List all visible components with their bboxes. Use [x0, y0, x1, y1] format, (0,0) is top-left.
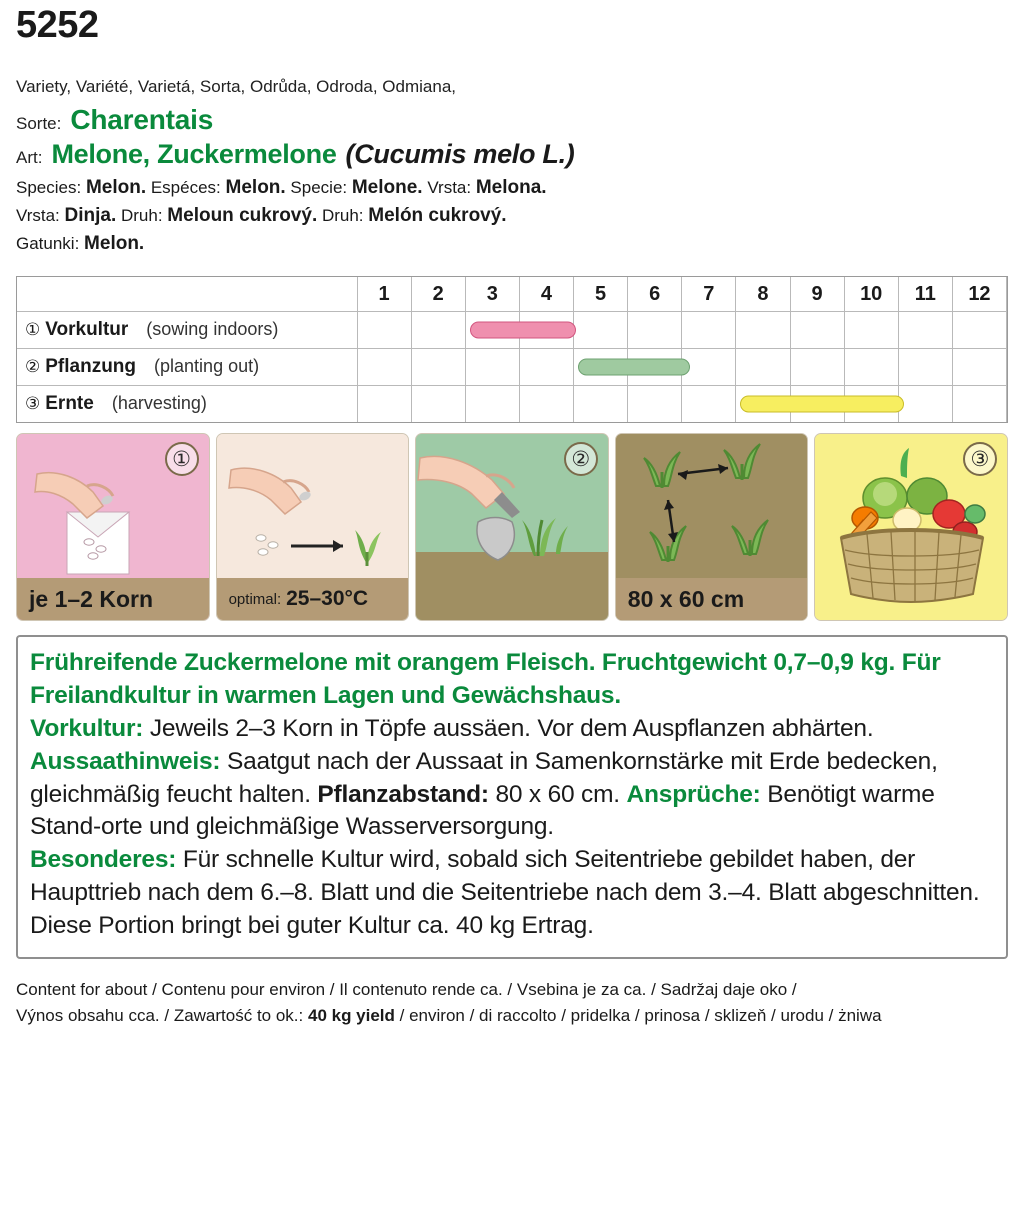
month-cell — [465, 311, 519, 348]
species-value: Melona. — [475, 177, 547, 198]
month-header: 5 — [574, 277, 628, 311]
species-label: Druh: — [120, 206, 163, 226]
month-cell — [411, 311, 465, 348]
month-cell — [357, 385, 411, 422]
species-line-3 — [16, 230, 1008, 258]
desc-term-aussaathinweis: Aussaathinweis: — [30, 747, 221, 775]
art-value: Melone, Zuckermelone — [51, 139, 337, 169]
description-box — [16, 635, 1008, 958]
species-value: Melón cukrový. — [368, 205, 507, 227]
desc-term-ansprueche: Ansprüche: — [626, 780, 761, 808]
period-bar-vorkultur — [470, 321, 576, 338]
panel-caption-2 — [217, 578, 409, 620]
footer-line-2-prefix: Výnos obsahu cca. / Zawartość to ok.: — [16, 1006, 304, 1026]
calendar-row-vorkultur — [17, 311, 1007, 348]
row-label-de: Vorkultur — [45, 318, 129, 340]
calendar-header-blank — [17, 277, 357, 311]
month-cell — [519, 385, 573, 422]
row-label-en: (harvesting) — [111, 393, 207, 414]
panel-planting-out — [415, 433, 609, 621]
description-paragraph-2 — [30, 713, 994, 844]
month-cell — [411, 385, 465, 422]
species-label: Gatunki: — [16, 234, 80, 254]
month-cell — [736, 385, 790, 422]
variety-language-list: Variety, Variété, Varietá, Sorta, Odrůda, Odroda, Odmiana, — [16, 77, 457, 96]
sorte-label: Sorte: — [16, 114, 62, 133]
panel-harvest-basket — [814, 433, 1008, 621]
panel-badge-3: ③ — [963, 442, 997, 476]
step-marker-icon: ② — [25, 356, 41, 376]
month-header: 2 — [411, 277, 465, 311]
month-cell — [465, 385, 519, 422]
step-marker-icon: ③ — [25, 394, 41, 414]
art-latin-name: (Cucumis melo L.) — [345, 139, 575, 169]
month-cell — [790, 311, 844, 348]
species-value: Melone. — [351, 177, 423, 198]
footer-line-2 — [16, 1003, 1008, 1029]
month-header: 6 — [628, 277, 682, 311]
desc-headline: Frühreifende Zuckermelone mit orangem Fleisch. Fruchtgewicht 0,7–0,9 kg. Für Freilandkultur in warmen Lagen und Gewächshaus. — [30, 649, 941, 710]
calendar-row-label — [17, 385, 357, 422]
panel-caption-1 — [17, 578, 209, 620]
panel-sowing-seeds — [16, 433, 210, 621]
species-label: Espéces: — [150, 178, 221, 197]
month-cell — [898, 385, 952, 422]
species-label: Species: — [16, 178, 82, 197]
footer-line-2-suffix: / environ / di raccolto / pridelka / prinosa / sklizeň / urodu / żniwa — [399, 1006, 882, 1026]
species-translations — [16, 174, 1008, 258]
footer-line-1: Content for about / Contenu pour environ / Il contenuto rende ca. / Vsebina je za ca. / Sadržaj daje oko / — [16, 979, 797, 999]
calendar-row-label — [17, 311, 357, 348]
species-label: Druh: — [321, 206, 364, 226]
period-bar-pflanzung — [578, 358, 690, 375]
month-cell — [844, 348, 898, 385]
sorte-value: Charentais — [70, 104, 214, 135]
period-bar-ernte — [740, 396, 904, 413]
panel-caption-text: 80 x 60 cm — [627, 585, 745, 612]
month-cell — [519, 348, 573, 385]
species-value: Melon. — [84, 233, 145, 255]
month-cell — [357, 348, 411, 385]
panel-badge-2: ② — [564, 442, 598, 476]
row-label-de: Ernte — [45, 393, 94, 415]
desc-text: Saatgut nach der Aussaat in Samenkornstärke mit Erde bedecken, gleichmäßig feucht halten. — [30, 747, 938, 808]
desc-term-pflanzabstand: Pflanzabstand: — [317, 780, 489, 808]
species-label: Vrsta: — [427, 178, 472, 197]
month-cell — [574, 385, 628, 422]
desc-text: Benötigt warme Stand-orte und gleichmäßige Wasserversorgung. — [30, 780, 935, 841]
month-header: 12 — [952, 277, 1006, 311]
sorte-line — [16, 104, 1008, 136]
month-header: 4 — [519, 277, 573, 311]
species-line-1 — [16, 174, 1008, 202]
calendar-row-ernte — [17, 385, 1007, 422]
month-cell — [790, 348, 844, 385]
panel-caption-prefix: optimal: — [228, 590, 282, 608]
month-header: 10 — [844, 277, 898, 311]
panel-caption-4 — [616, 578, 808, 620]
desc-text-yield: Diese Portion bringt bei guter Kultur ca. 40 kg Ertrag. — [30, 911, 594, 939]
footer-yield-value: 40 kg yield — [307, 1006, 395, 1026]
species-line-2 — [16, 202, 1008, 230]
calendar-row-pflanzung — [17, 348, 1007, 385]
sowing-calendar — [16, 276, 1008, 423]
month-header: 3 — [465, 277, 519, 311]
month-cell — [682, 311, 736, 348]
month-cell — [898, 348, 952, 385]
calendar-header-row — [17, 277, 1007, 311]
month-cell — [736, 311, 790, 348]
month-cell — [357, 311, 411, 348]
content-footer — [16, 977, 1008, 1030]
month-cell — [574, 311, 628, 348]
month-header: 9 — [790, 277, 844, 311]
description-paragraph-3 — [30, 844, 994, 910]
art-line — [16, 139, 1008, 170]
instruction-panels — [16, 433, 1008, 621]
panel-caption-text: 25–30°C — [286, 587, 369, 611]
month-cell — [465, 348, 519, 385]
month-cell — [952, 348, 1006, 385]
species-label: Specie: — [290, 178, 348, 197]
month-header: 7 — [682, 277, 736, 311]
month-cell — [952, 311, 1006, 348]
month-header: 11 — [898, 277, 952, 311]
panel-caption-text: je 1–2 Korn — [29, 585, 153, 612]
desc-text: Jeweils 2–3 Korn in Töpfe aussäen. Vor dem Auspflanzen abhärten. — [143, 714, 874, 742]
month-cell — [736, 348, 790, 385]
calendar-row-label — [17, 348, 357, 385]
description-paragraph-4 — [30, 910, 994, 943]
month-cell — [628, 385, 682, 422]
desc-term-vorkultur: Vorkultur: — [30, 714, 144, 742]
desc-text: 80 x 60 cm. — [488, 780, 627, 808]
species-value: Melon. — [85, 177, 147, 198]
month-cell — [411, 348, 465, 385]
desc-term-besonderes: Besonderes: — [30, 846, 177, 874]
month-cell — [628, 311, 682, 348]
species-value: Meloun cukrový. — [167, 205, 318, 227]
species-value: Dinja. — [64, 205, 117, 227]
row-label-en: (sowing indoors) — [146, 318, 279, 339]
month-cell — [682, 385, 736, 422]
month-cell — [574, 348, 628, 385]
step-marker-icon: ① — [25, 319, 41, 339]
species-label: Vrsta: — [16, 206, 60, 226]
panel-plant-spacing — [615, 433, 809, 621]
row-label-en: (planting out) — [154, 355, 260, 376]
panel-badge-1: ① — [165, 442, 199, 476]
article-number: 5252 — [16, 4, 99, 46]
art-label: Art: — [16, 148, 43, 167]
panel-germination-temperature — [216, 433, 410, 621]
month-cell — [844, 311, 898, 348]
month-header: 1 — [357, 277, 411, 311]
description-paragraph-1 — [30, 647, 994, 713]
month-cell — [952, 385, 1006, 422]
month-cell — [898, 311, 952, 348]
desc-text: Für schnelle Kultur wird, sobald sich Seitentriebe gebildet haben, der Haupttrieb nach dem 6.–8. Blatt und die Seitentriebe nach dem 3.–4. Blatt abgeschnitten. — [30, 846, 980, 907]
month-header: 8 — [736, 277, 790, 311]
row-label-de: Pflanzung — [45, 355, 137, 377]
species-value: Melon. — [225, 177, 286, 198]
